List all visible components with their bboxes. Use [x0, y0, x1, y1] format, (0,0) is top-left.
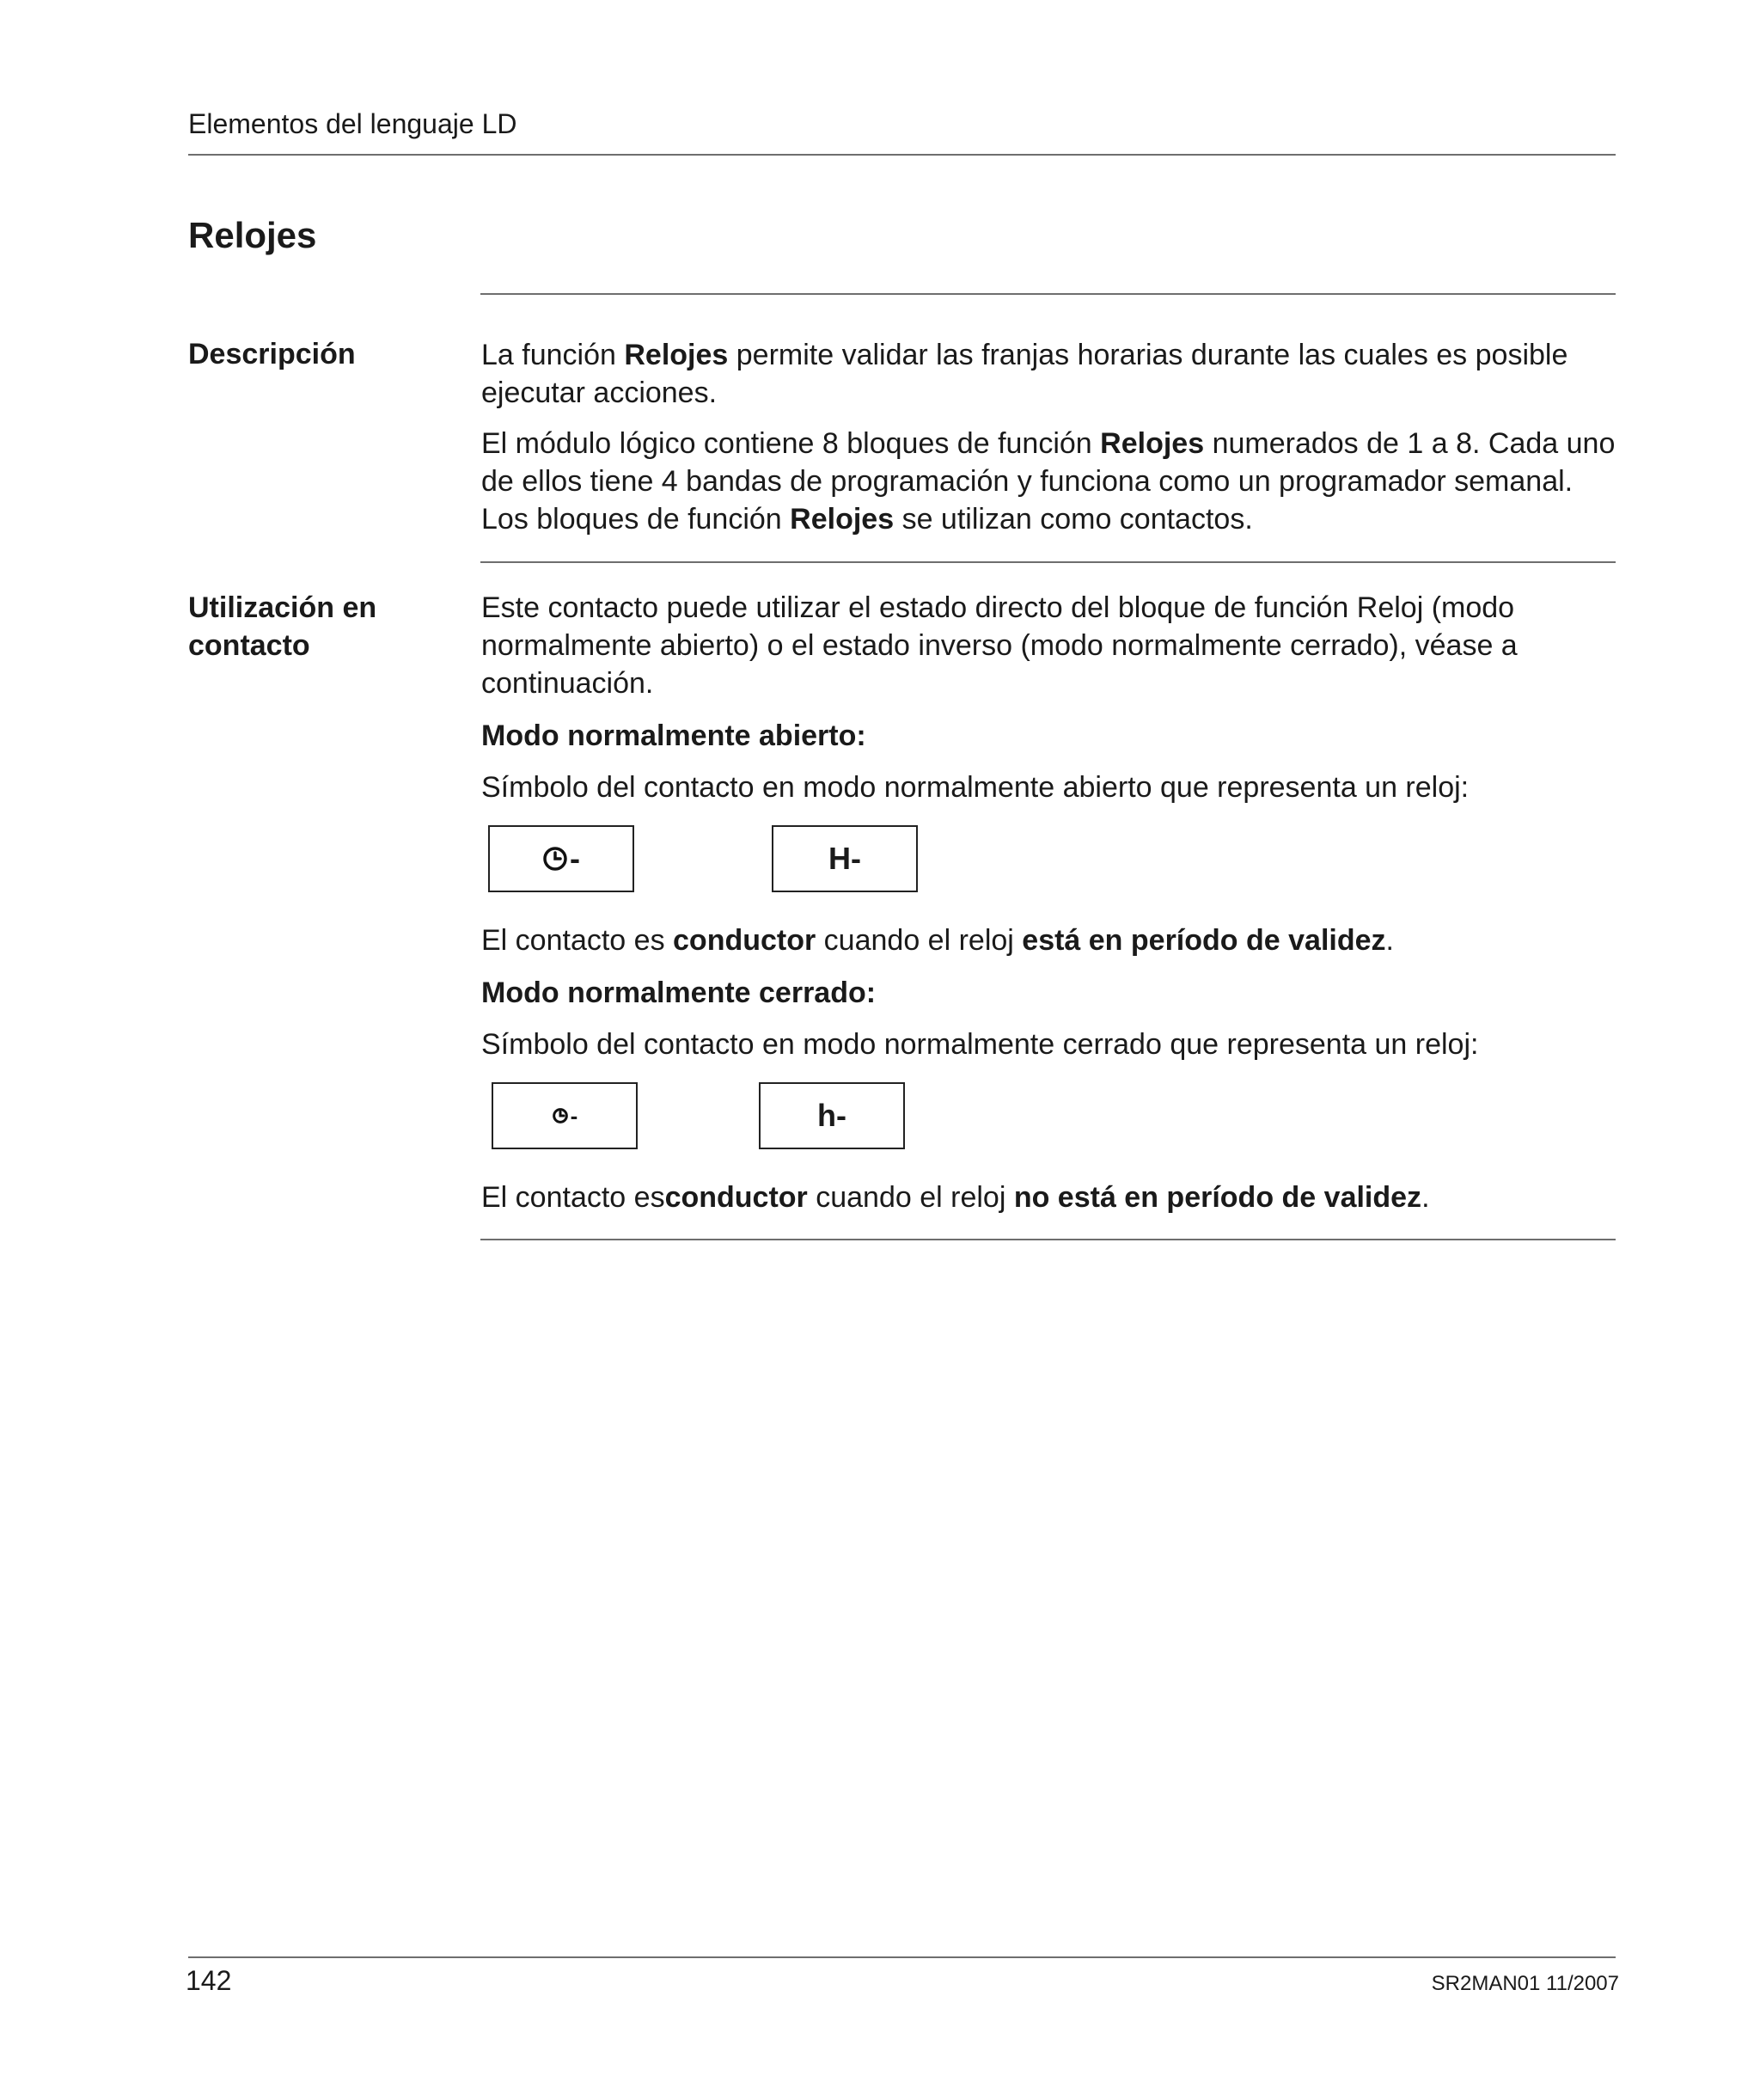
- utilizacion-label-line1: Utilización en: [188, 591, 377, 624]
- descripcion-label: Descripción: [188, 338, 356, 370]
- closed-clock-symbol-suffix: -: [570, 1102, 578, 1129]
- text-run: cuando el reloj: [816, 924, 1023, 957]
- closed-letter-symbol: h-: [759, 1082, 905, 1149]
- closed-clock-symbol: [492, 1082, 638, 1149]
- bold-text-run: está en período de validez: [1022, 924, 1386, 957]
- text-run: se utilizan como contactos.: [894, 503, 1253, 536]
- utilizacion-rule: [480, 1239, 1616, 1240]
- header-rule: [188, 154, 1616, 156]
- text-run: permite validar las franjas horarias durante las cuales es posible ejecutar acciones.: [481, 339, 1568, 409]
- bold-text-run: Relojes: [790, 503, 895, 536]
- section-title: Relojes: [188, 215, 317, 255]
- closed-mode-symbol-text: Símbolo del contacto en modo normalmente cerrado que representa un reloj:: [481, 1028, 1479, 1061]
- bold-text-run: Relojes: [624, 339, 729, 371]
- page-number: 142: [186, 1965, 232, 1996]
- descripcion-paragraph-2: [481, 425, 1624, 538]
- footer-rule: [188, 1956, 1616, 1958]
- clock-icon: [552, 1107, 569, 1124]
- utilizacion-intro: [481, 589, 1624, 702]
- open-mode-symbol-text: Símbolo del contacto en modo normalmente abierto que representa un reloj:: [481, 771, 1470, 804]
- text-run: El contacto es: [481, 1181, 665, 1214]
- descripcion-paragraph-1: [481, 336, 1624, 412]
- text-run: El contacto es: [481, 924, 674, 957]
- bold-text-run: Relojes: [1100, 427, 1205, 460]
- open-clock-symbol: [488, 825, 634, 892]
- open-mode-result: [481, 921, 1624, 959]
- open-letter-symbol: H-: [772, 825, 918, 892]
- text-run: El módulo lógico contiene 8 bloques de función: [481, 427, 1101, 460]
- text-run: La función: [481, 339, 625, 371]
- running-header: Elementos del lenguaje LD: [188, 108, 517, 139]
- section-rule: [480, 293, 1616, 295]
- utilizacion-label: [188, 589, 376, 664]
- document-reference: SR2MAN01 11/2007: [1431, 1972, 1619, 1995]
- closed-mode-heading: Modo normalmente cerrado:: [481, 977, 877, 1009]
- bold-text-run: conductor: [673, 924, 816, 957]
- open-clock-symbol-suffix: -: [570, 841, 580, 876]
- descripcion-rule: [480, 561, 1616, 563]
- text-run: .: [1421, 1181, 1430, 1214]
- bold-text-run: no está en período de validez: [1013, 1181, 1422, 1214]
- text-run: cuando el reloj: [807, 1181, 1014, 1214]
- text-run: Este contacto puede utilizar el estado directo del bloque de función Reloj (modo normalmente abierto) o el estado inverso (modo normalmente cerrado), véase a continuación.: [481, 591, 1518, 700]
- clock-icon: [542, 846, 568, 872]
- open-mode-heading: Modo normalmente abierto:: [481, 719, 866, 752]
- text-run: .: [1385, 924, 1394, 957]
- bold-text-run: conductor: [664, 1181, 808, 1214]
- utilizacion-label-line2: contacto: [188, 629, 310, 662]
- text-run: numerados de 1 a 8. Cada uno de ellos tiene 4 bandas de programación y funciona como un programador semanal. Los bloques de función: [481, 427, 1616, 536]
- closed-mode-result: [481, 1179, 1624, 1216]
